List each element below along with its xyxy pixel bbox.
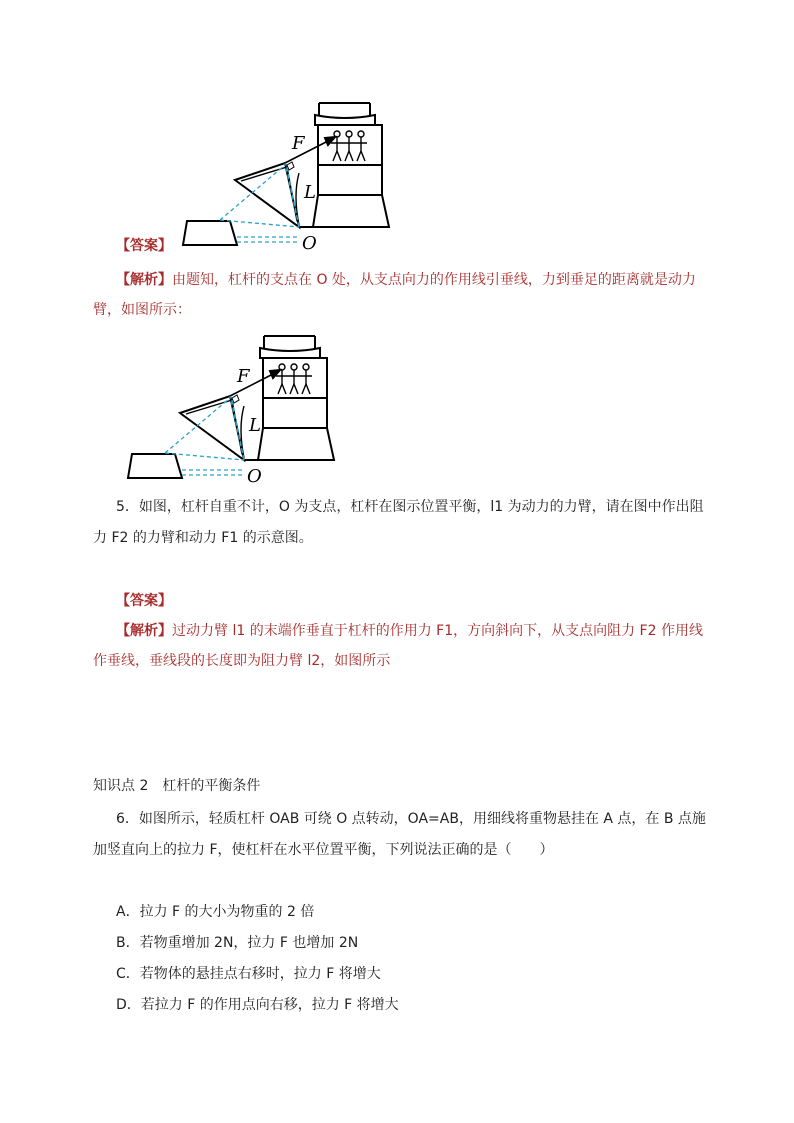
answer-label-2: 【答案】: [116, 593, 172, 609]
pivot-label-1: O: [302, 233, 317, 254]
q6-option-d: D．若拉力 F 的作用点向右移，拉力 F 将增大: [116, 997, 399, 1013]
analysis-line-2: [116, 621, 703, 641]
analysis-text-2b: 作垂线，垂线段的长度即为阻力臂 l2，如图所示: [93, 653, 391, 669]
pivot-label-2: O: [247, 466, 262, 487]
lever-diagram-1: [175, 95, 395, 255]
q5-line1: 5．如图，杠杆自重不计，O 为支点，杠杆在图示位置平衡，l1 为动力的力臂，请在图中作出阻: [116, 499, 704, 515]
analysis-label-2: 【解析】: [116, 623, 172, 639]
q6-line1: 6．如图所示，轻质杠杆 OAB 可绕 O 点转动，OA=AB，用细线将重物悬挂在 A 点，在 B 点施: [116, 811, 706, 827]
answer-label-1: 【答案】: [116, 238, 172, 254]
answer-line-2: [116, 591, 172, 611]
q5-line2: 力 F2 的力臂和动力 F1 的示意图。: [93, 530, 313, 546]
analysis-label-1: 【解析】: [116, 272, 172, 288]
force-label-1: F: [292, 133, 305, 154]
q6-option-c: C．若物体的悬挂点右移时，拉力 F 将增大: [116, 966, 381, 982]
q6-option-a: A．拉力 F 的大小为物重的 2 倍: [116, 904, 315, 920]
analysis-text-1: 由题知，杠杆的支点在 O 处，从支点向力的作用线引垂线，力到垂足的距离就是动力: [172, 272, 696, 288]
force-label-2: F: [237, 366, 250, 387]
lever-diagram-2: [120, 328, 340, 488]
q6-option-b: B．若物重增加 2N，拉力 F 也增加 2N: [116, 935, 359, 951]
arm-label-1: L: [304, 182, 316, 203]
answer-line-1: [116, 236, 172, 256]
analysis-text-1b: 臂，如图所示：: [93, 302, 191, 318]
analysis-line-1: [116, 270, 696, 290]
knowledge-title: 知识点 2 杠杆的平衡条件: [93, 778, 261, 794]
arm-label-2: L: [249, 415, 261, 436]
analysis-text-2: 过动力臂 l1 的末端作垂直于杠杆的作用力 F1，方向斜向下，从支点向阻力 F2 作用线: [172, 623, 703, 639]
q6-line2: 加竖直向上的拉力 F，使杠杆在水平位置平衡，下列说法正确的是（ ）: [93, 842, 554, 858]
